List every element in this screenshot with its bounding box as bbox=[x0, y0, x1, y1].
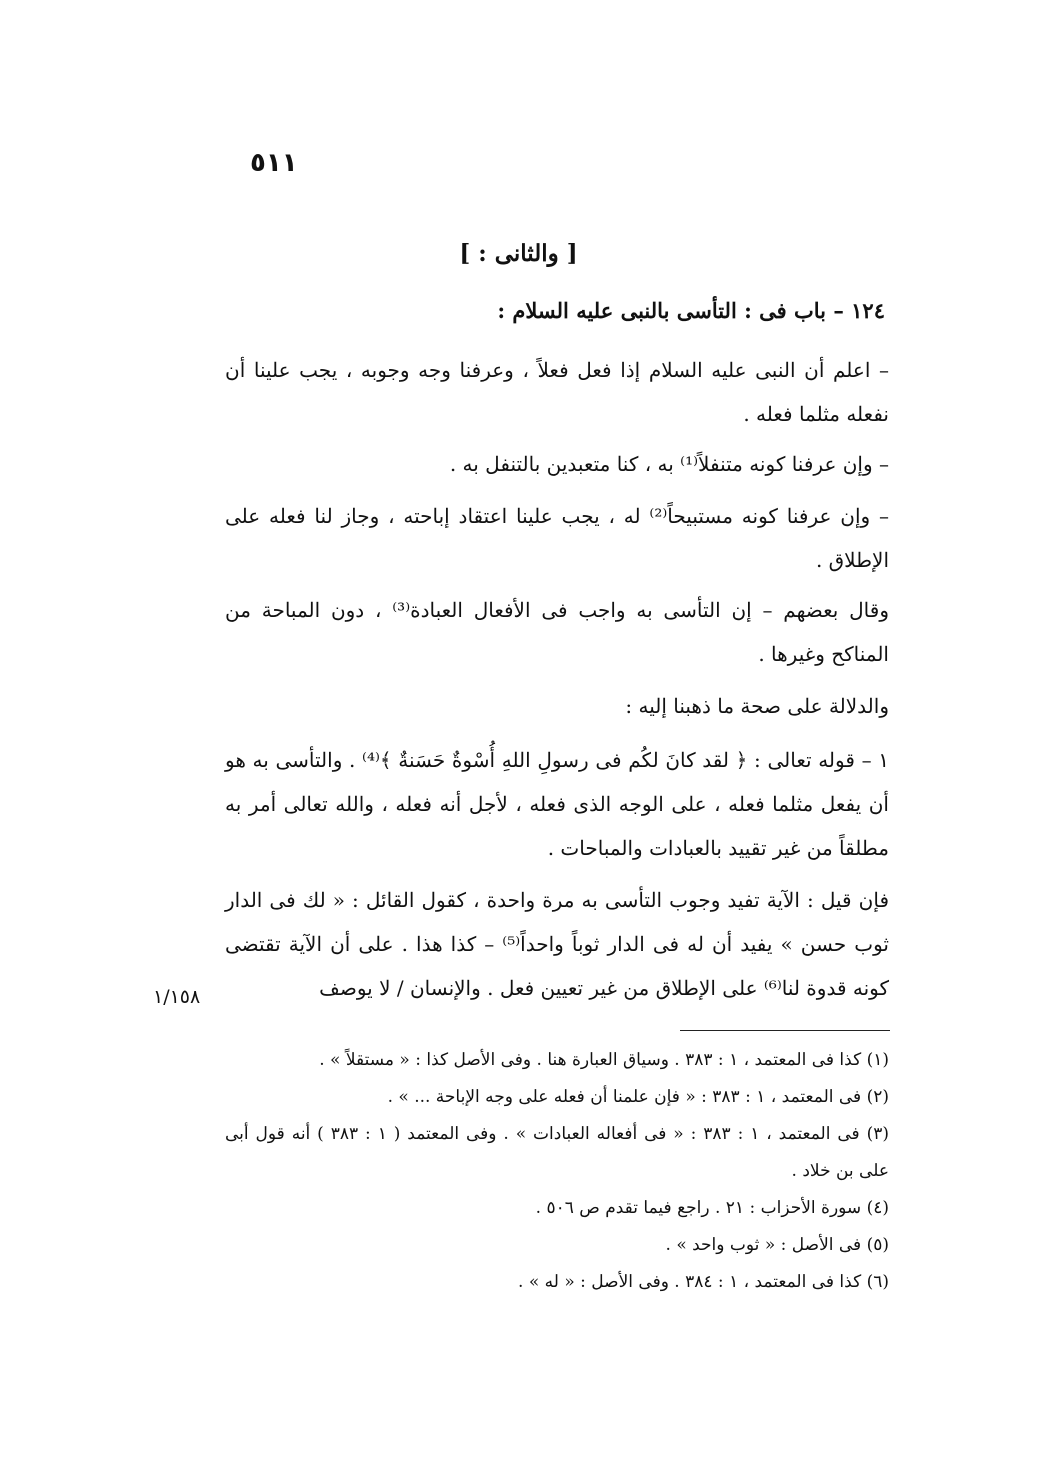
paragraph-7: فإن قيل : الآية تفيد وجوب التأسى به مرة واحدة ، كقول القائل : « لك فى الدار ثوب حسن » يفيد أن له فى الدار ثوباً واحداً⁽⁵⁾ – كذا هذا . على أن الآية تقتضى كونه قدوة لنا⁽⁶⁾ على الإطلاق من غير تعيين فعل . والإنسان / لا يوصف bbox=[225, 888, 890, 1000]
footnote-4: (٤) سورة الأحزاب : ٢١ . راجع فيما تقدم ص ٥٠٦ . bbox=[535, 1198, 889, 1218]
paragraph-2: – وإن عرفنا كونه متنفلاً⁽¹⁾ به ، كنا متعبدين بالتنفل به . bbox=[449, 452, 889, 476]
paragraph-6: ١ – قوله تعالى : ﴿ لقد كانَ لكُم فى رسولِ اللهِ أُسْوةٌ حَسَنةٌ ﴾⁽⁴⁾ . والتأسى به هو أن يفعل مثلما فعله ، على الوجه الذى فعله ، لأجل أنه فعله ، والله تعالى أمر به مطلقاً من غير تقييد بالعبادات والمباحات . bbox=[225, 748, 889, 860]
section-heading: [ والثانى : ] bbox=[459, 240, 578, 267]
chapter-heading: ١٢٤ – باب فى : التأسى بالنبى عليه السلام : bbox=[497, 298, 885, 323]
paragraph-1: – اعلم أن النبى عليه السلام إذا فعل فعلاً ، وعرفنا وجه وجوبه ، يجب علينا أن نفعله مثلما فعله . bbox=[225, 358, 889, 426]
footnote-6: (٦) كذا فى المعتمد ، ١ : ٣٨٤ . وفى الأصل : « له » . bbox=[518, 1272, 889, 1292]
footnote-3: (٣) فى المعتمد ، ١ : ٣٨٣ : « فى أفعاله العبادات » . وفى المعتمد ( ١ : ٣٨٣ ) أنه قول أبى على بن خلاد . bbox=[225, 1124, 889, 1181]
footnote-2: (٢) فى المعتمد ، ١ : ٣٨٣ : « فإن علمنا أن فعله على وجه الإباحة ... » . bbox=[387, 1087, 889, 1107]
footnote-1: (١) كذا فى المعتمد ، ١ : ٣٨٣ . وسياق العبارة هنا . وفى الأصل كذا : « مستقلاً » . bbox=[319, 1050, 889, 1070]
page-number: ٥١١ bbox=[250, 148, 298, 178]
paragraph-3: – وإن عرفنا كونه مستبيحاً⁽²⁾ له ، يجب علينا اعتقاد إباحته ، وجاز لنا فعله على الإطلاق . bbox=[225, 504, 889, 572]
margin-page-reference: ١/١٥٨ bbox=[153, 986, 201, 1008]
footnote-5: (٥) فى الأصل : « ثوب واحد » . bbox=[665, 1235, 889, 1255]
footnote-separator bbox=[680, 1030, 890, 1031]
paragraph-4: وقال بعضهم – إن التأسى به واجب فى الأفعال العبادة⁽³⁾ ، دون المباحة من المناكح وغيرها . bbox=[225, 598, 889, 666]
paragraph-5: والدلالة على صحة ما ذهبنا إليه : bbox=[625, 694, 889, 718]
